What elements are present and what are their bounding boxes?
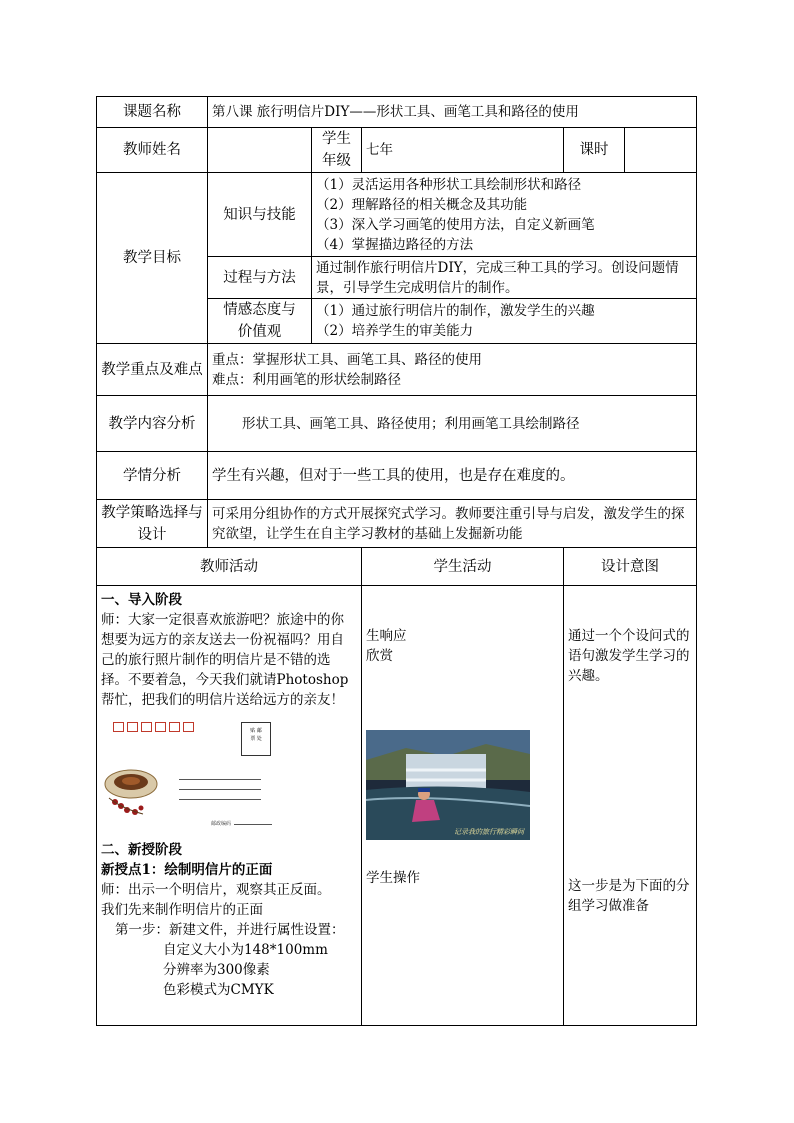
step1-item: 色彩模式为CMYK bbox=[163, 982, 274, 998]
design-intent-header: 设计意图 bbox=[564, 548, 697, 586]
goals-label: 教学目标 bbox=[97, 173, 208, 344]
student-appreciate: 欣赏 bbox=[366, 648, 393, 664]
design-intent-cell bbox=[564, 586, 697, 1026]
student-activity-header: 学生活动 bbox=[362, 548, 564, 586]
keypoints-label: 教学重点及难点 bbox=[97, 344, 208, 396]
period-value bbox=[625, 128, 697, 173]
knowledge-item: （3）深入学习画笔的使用方法，自定义新画笔 bbox=[316, 216, 595, 233]
point1-text: 我们先来制作明信片的正面 bbox=[101, 902, 263, 918]
photo-caption: 记录我的旅行精彩瞬间 bbox=[454, 828, 524, 836]
step1-item: 分辨率为300像素 bbox=[163, 962, 270, 978]
address-lines bbox=[179, 770, 261, 800]
learner-analysis-label: 学情分析 bbox=[97, 452, 208, 500]
process-text: 通过制作旅行明信片DIY，完成三种工具的学习。创设问题情景，引导学生完成明信片的制作。 bbox=[312, 257, 697, 299]
zip-footer: 邮政编码 bbox=[211, 814, 272, 834]
zip-boxes bbox=[113, 722, 194, 732]
travel-photo bbox=[366, 730, 530, 840]
design-intent-1: 通过一个个设问式的语句激发学生学习的兴趣。 bbox=[568, 628, 690, 684]
design-intent-2: 这一步是为下面的分组学习做准备 bbox=[568, 878, 690, 914]
content-analysis-label: 教学内容分析 bbox=[97, 396, 208, 452]
step1-item: 自定义大小为148*100mm bbox=[163, 942, 328, 958]
knowledge-item: （4）掌握描边路径的方法 bbox=[316, 236, 474, 253]
teacher-activity-cell bbox=[97, 586, 362, 1026]
knowledge-label: 知识与技能 bbox=[208, 173, 312, 257]
grade-value: 七年 bbox=[362, 128, 564, 173]
strategy-label: 教学策略选择与设计 bbox=[97, 500, 208, 548]
teacher-activity-header: 教师活动 bbox=[97, 548, 362, 586]
process-label: 过程与方法 bbox=[208, 257, 312, 299]
knowledge-cell bbox=[312, 173, 697, 257]
student-activity-cell bbox=[362, 586, 564, 1026]
strategy-text: 可采用分组协作的方式开展探究式学习。教师要注重引导与启发，激发学生的探究欲望，让学生在自主学习教材的基础上发掘新功能 bbox=[208, 500, 697, 548]
topic-label: 课题名称 bbox=[97, 97, 208, 128]
point1-title: 新授点1：绘制明信片的正面 bbox=[101, 862, 273, 878]
content-analysis-text: 形状工具、画笔工具、路径使用；利用画笔工具绘制路径 bbox=[208, 396, 697, 452]
keypoints-difficulty: 难点：利用画笔的形状绘制路径 bbox=[212, 371, 401, 388]
keypoints-cell bbox=[208, 344, 697, 396]
step1: 第一步：新建文件，并进行属性设置： bbox=[115, 922, 345, 938]
period-label: 课时 bbox=[564, 128, 625, 173]
lesson-plan-table bbox=[96, 96, 697, 1026]
stamp-box: 贴 邮 票 处 bbox=[241, 722, 271, 756]
grade-label: 学生年级 bbox=[312, 128, 362, 173]
teacher-label: 教师姓名 bbox=[97, 128, 208, 173]
teacher-value bbox=[208, 128, 312, 173]
learner-analysis-text: 学生有兴趣，但对于一些工具的使用，也是存在难度的。 bbox=[208, 452, 697, 500]
teacup-illustration bbox=[101, 754, 167, 820]
intro-text: 师：大家一定很喜欢旅游吧？旅途中的你想要为远方的亲友送去一份祝福吗？用自己的旅行照片制作的明信片是不错的选择。不要着急，今天我们就请Photoshop帮忙，把我们的明信片送给远方的亲友！ bbox=[101, 612, 349, 708]
student-operate: 学生操作 bbox=[366, 870, 420, 886]
new-stage-title: 二、新授阶段 bbox=[101, 842, 182, 858]
emotion-item: （1）通过旅行明信片的制作，激发学生的兴趣 bbox=[316, 303, 595, 319]
emotion-cell bbox=[312, 299, 697, 344]
emotion-item: （2）培养学生的审美能力 bbox=[316, 323, 474, 339]
intro-title: 一、导入阶段 bbox=[101, 592, 182, 608]
emotion-label: 情感态度与 价值观 bbox=[208, 299, 312, 344]
student-response: 生响应 bbox=[366, 628, 407, 644]
knowledge-item: （1）灵活运用各种形状工具绘制形状和路径 bbox=[316, 176, 582, 193]
postcard-illustration bbox=[101, 722, 281, 826]
point1-text: 师：出示一个明信片，观察其正反面。 bbox=[101, 882, 331, 898]
topic-value: 第八课 旅行明信片DIY——形状工具、画笔工具和路径的使用 bbox=[208, 97, 697, 128]
knowledge-item: （2）理解路径的相关概念及其功能 bbox=[316, 196, 528, 213]
keypoints-focus: 重点：掌握形状工具、画笔工具、路径的使用 bbox=[212, 351, 482, 368]
